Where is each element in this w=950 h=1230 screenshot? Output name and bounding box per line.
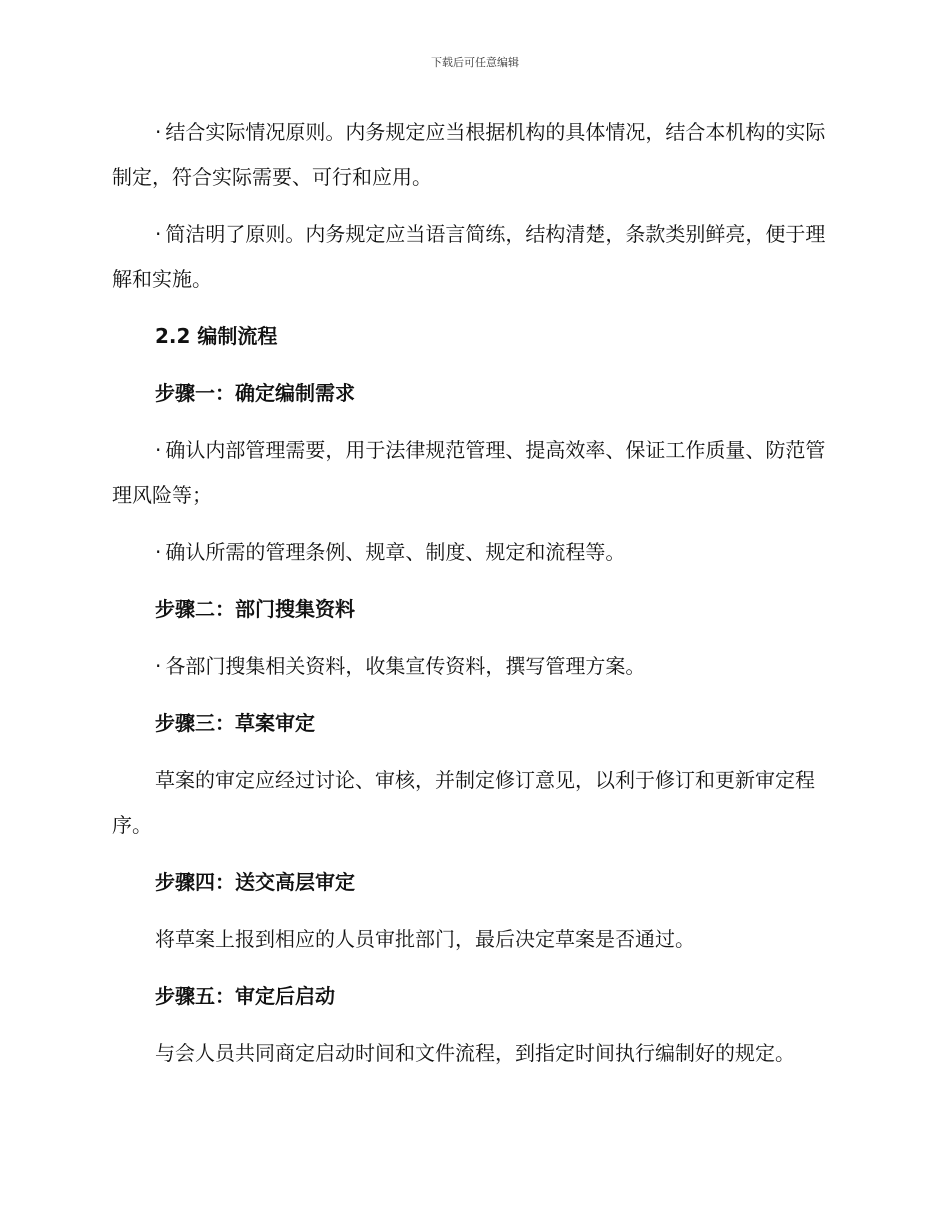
bullet-paragraph-collect-materials: · 各部门搜集相关资料，收集宣传资料，撰写管理方案。 <box>112 644 832 689</box>
document-body <box>112 110 832 1088</box>
paragraph-submit-approval: 将草案上报到相应的人员审批部门，最后决定草案是否通过。 <box>155 927 695 951</box>
paragraph-draft-review: 草案的审定应经过讨论、审核，并制定修订意见，以利于修订和更新审定程序。 <box>112 768 815 837</box>
step-heading-5: 步骤五：审定后启动 <box>155 984 335 1008</box>
step-heading-3: 步骤三：草案审定 <box>155 711 315 735</box>
bullet-paragraph-concise-principle: · 简洁明了原则。内务规定应当语言简练，结构清楚，条款类别鲜亮，便于理解和实施。 <box>112 212 832 302</box>
page-header: 下载后可任意编辑 <box>431 56 519 69</box>
step-heading-2: 步骤二：部门搜集资料 <box>155 597 355 621</box>
bullet-paragraph-practical-principle: · 结合实际情况原则。内务规定应当根据机构的具体情况，结合本机构的实际制定，符合实际需要、可行和应用。 <box>112 110 832 200</box>
step-heading-1: 步骤一：确定编制需求 <box>155 381 355 405</box>
step-heading-4: 步骤四：送交高层审定 <box>155 870 355 894</box>
bullet-paragraph-confirm-needs: · 确认内部管理需要，用于法律规范管理、提高效率、保证工作质量、防范管理风险等； <box>112 428 832 518</box>
section-heading-compilation-process: 2.2 编制流程 <box>155 324 278 348</box>
bullet-paragraph-confirm-regulations: · 确认所需的管理条例、规章、制度、规定和流程等。 <box>112 530 832 575</box>
paragraph-launch: 与会人员共同商定启动时间和文件流程，到指定时间执行编制好的规定。 <box>155 1041 795 1065</box>
